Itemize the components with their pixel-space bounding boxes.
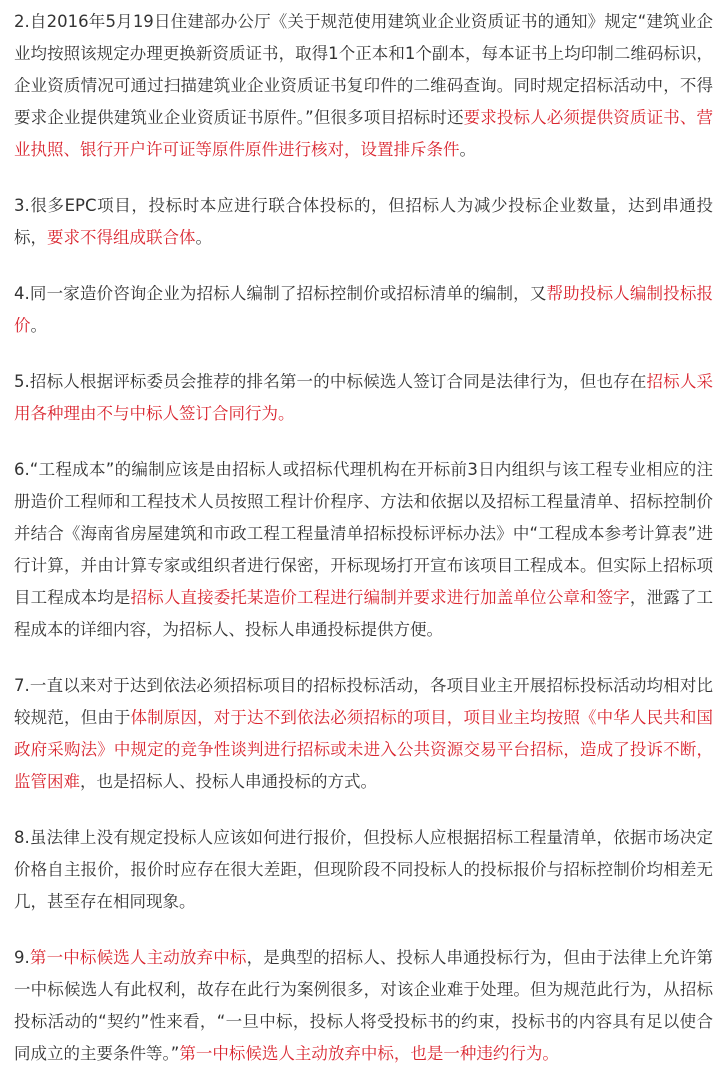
paragraph-text: 。 [30,316,47,335]
paragraph-text: 8.虽法律上没有规定投标人应该如何进行报价，但投标人应根据招标工程量清单，依据市场决定价格自主报价，报价时应存在很大差距，但现阶段不同投标人的投标报价与招标控制价均相差无几，甚至存在相同现象。 [14,828,713,911]
highlighted-text: 要求投标人必须提供资质证书、营业执照、银行开户许可证等原件原件进行核对，设置排斥条件 [14,108,713,159]
paragraph-text: 2.自2016年5月19日住建部办公厅《关于规范使用建筑业企业资质证书的通知》规定“建筑业企业均按照该规定办理更换新资质证书，取得1个正本和1个副本，每本证书上均印制二维码标识，企业资质情况可通过扫描建筑业企业资质证书复印件的二维码查询。同时规定招标活动中，不得要求企业提供建筑业企业资质证书原件。”但很多项目招标时还 [14,12,713,127]
paragraph-4 [14,278,713,342]
highlighted-text: 要求不得组成联合体 [47,228,196,247]
paragraph-text: ，泄露了工程成本的详细内容，为招标人、投标人串通投标提供方便。 [14,588,714,639]
paragraph-6 [14,454,713,646]
highlighted-text: 第一中标候选人主动放弃中标，也是一种违约行为。 [179,1044,559,1063]
paragraph-text: 9. [14,948,30,967]
highlighted-text: 招标人直接委托某造价工程进行编制并要求进行加盖单位公章和签字 [130,588,630,607]
paragraph-text: 3.很多EPC项目，投标时本应进行联合体投标的，但招标人为减少投标企业数量，达到串通投标， [14,196,713,247]
paragraph-5 [14,366,713,430]
highlighted-text: 招标人采用各种理由不与中标人签订合同行为。 [14,372,713,423]
paragraph-text: 7.一直以来对于达到依法必须招标项目的招标投标活动，各项目业主开展招标投标活动均相对比较规范，但由于 [14,676,713,727]
highlighted-text: 帮助投标人编制投标报价 [14,284,713,335]
highlighted-text: 第一中标候选人主动放弃中标 [29,948,247,967]
paragraph-text: 。 [195,228,212,247]
paragraph-7 [14,670,713,798]
paragraph-text: 4.同一家造价咨询企业为招标人编制了招标控制价或招标清单的编制，又 [14,284,547,303]
highlighted-text: 体制原因，对于达不到依法必须招标的项目，项目业主均按照《中华人民共和国政府采购法》中规定的竞争性谈判进行招标或未进入公共资源交易平台招标，造成了投诉不断，监管困难 [14,708,714,791]
paragraph-text: ，也是招标人、投标人串通投标的方式。 [80,772,377,791]
paragraph-text: ，是典型的招标人、投标人串通投标行为，但由于法律上允许第一中标候选人有此权利，故存在此行为案例很多，对该企业难于处理。但为规范此行为，从招标投标活动的“契约”性来看，“一旦中标，投标人将受投标书的约束，投标书的内容具有足以使合同成立的主要条件等。” [14,948,714,1063]
paragraph-text: 。 [459,140,476,159]
paragraph-9 [14,942,713,1070]
paragraph-text: 5.招标人根据评标委员会推荐的排名第一的中标候选人签订合同是法律行为，但也存在 [14,372,647,391]
paragraph-text: 6.“工程成本”的编制应该是由招标人或招标代理机构在开标前3日内组织与该工程专业相应的注册造价工程师和工程技术人员按照工程计价程序、方法和依据以及招标工程量清单、招标控制价并结合《海南省房屋建筑和市政工程工程量清单招标投标评标办法》中“工程成本参考计算表”进行计算，并由计算专家或组织者进行保密，开标现场打开宣布该项目工程成本。但实际上招标项目工程成本均是 [14,460,713,607]
paragraph-2 [14,6,713,166]
paragraph-8 [14,822,713,918]
paragraph-3 [14,190,713,254]
